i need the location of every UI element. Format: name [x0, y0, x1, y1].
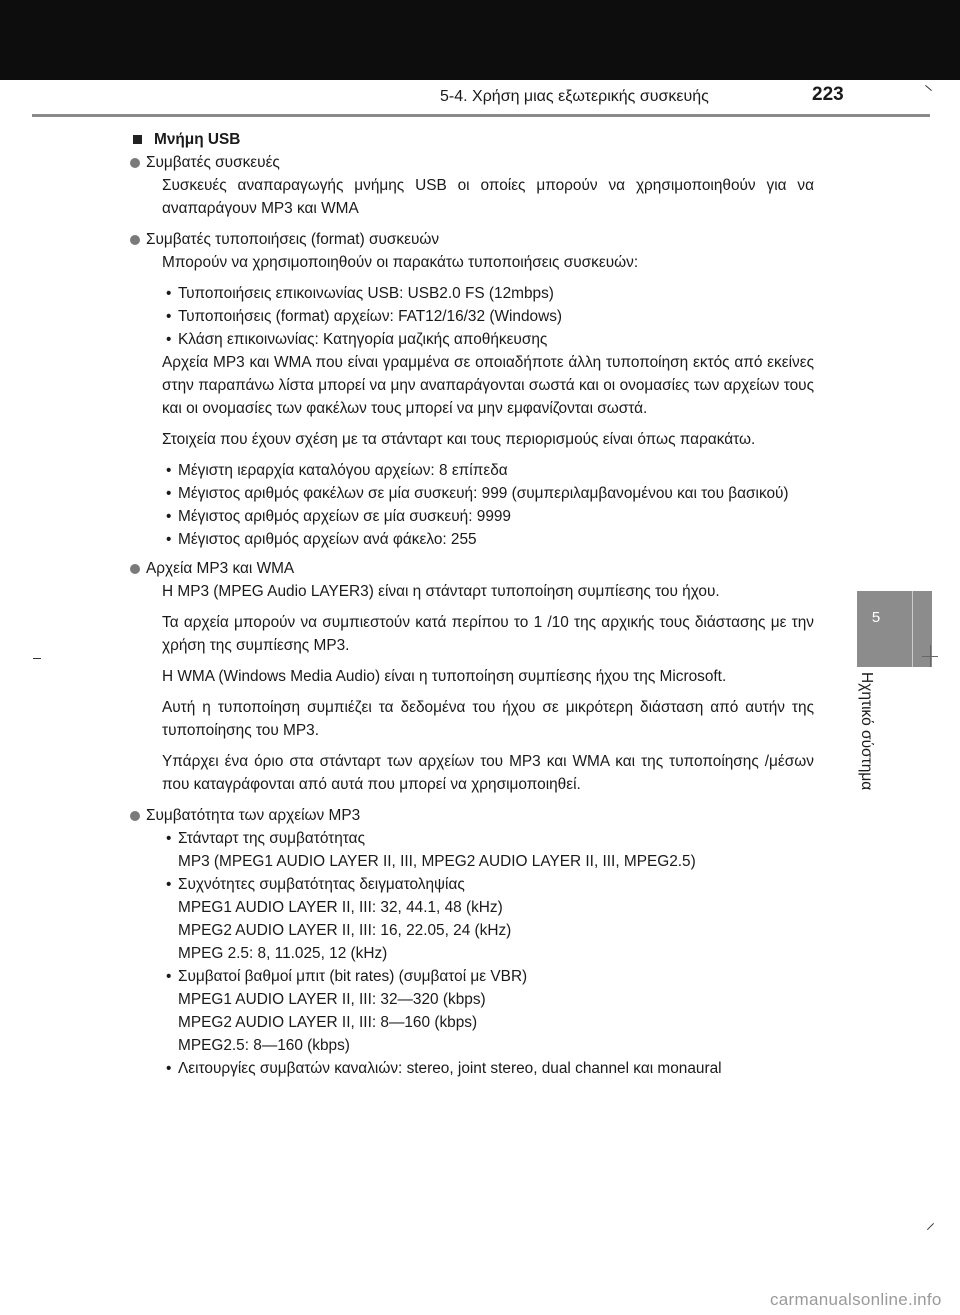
circle-bullet-icon: [130, 564, 140, 574]
square-bullet-icon: [133, 135, 142, 144]
section-title: 5-4. Χρήση μιας εξωτερικής συσκευής: [440, 88, 709, 105]
subheading-text: Αρχεία MP3 και WMA: [146, 560, 295, 577]
subheading-mp3-wma-files: [130, 557, 814, 580]
heading-text: Μνήμη USB: [154, 131, 241, 148]
list-item: [162, 965, 814, 1057]
paragraph: Αυτή η τυποποίηση συμπιέζει τα δεδομένα του ήχου σε μικρότερη διάσταση από αυτήν της τυποποίησης του MP3.: [162, 699, 814, 739]
crop-mark-bottom-right: [927, 1223, 934, 1230]
list-item-label: • Στάνταρτ της συμβατότητας: [178, 830, 365, 847]
list-item: • Μέγιστος αριθμός φακέλων σε μία συσκευή: 999 (συμπεριλαμβανομένου και του βασικού): [162, 482, 814, 505]
paragraph: Η WMA (Windows Media Audio) είναι η τυποποίηση συμπίεσης ήχου της Microsoft.: [162, 668, 727, 685]
subheading-text: Συμβατότητα των αρχείων MP3: [146, 807, 361, 824]
bullet-list: [162, 282, 814, 351]
list-item-line: MPEG2.5: 8—160 (kbps): [178, 1037, 350, 1054]
chapter-tab-divider: [912, 591, 913, 667]
paragraph: Τα αρχεία μπορούν να συμπιεστούν κατά περίπου το 1 /10 της αρχικής τους διάστασης με την χρήση της συμπίεσης MP3.: [162, 614, 814, 654]
header-rule: [32, 114, 930, 117]
paragraph: Συσκευές αναπαραγωγής μνήμης USB οι οποίες μπορούν να χρησιμοποιηθούν για να αναπαράγουν MP3 και WMA: [162, 177, 814, 217]
page-content: [130, 128, 814, 1086]
paragraph: Υπάρχει ένα όριο στα στάνταρτ των αρχείων του MP3 και WMA και της τυποποίησης /μέσων που καταγράφονται από αυτά που μπορεί να χρησιμοποιηθεί.: [162, 753, 814, 793]
list-item-line: MPEG1 AUDIO LAYER II, III: 32—320 (kbps): [178, 991, 486, 1008]
chapter-number: 5: [871, 609, 881, 626]
list-item: [162, 873, 814, 965]
circle-bullet-icon: [130, 235, 140, 245]
list-item: • Μέγιστη ιεραρχία καταλόγου αρχείων: 8 επίπεδα: [162, 459, 814, 482]
chapter-tab: [857, 591, 932, 667]
crop-mark-tab-h: [922, 656, 938, 657]
list-item-line: MP3 (MPEG1 AUDIO LAYER II, III, MPEG2 AUDIO LAYER II, III, MPEG2.5): [178, 853, 696, 870]
list-item: • Μέγιστος αριθμός αρχείων ανά φάκελο: 255: [162, 528, 814, 551]
list-item-label: • Συμβατοί βαθμοί μπιτ (bit rates) (συμβατοί με VBR): [178, 968, 528, 985]
circle-bullet-icon: [130, 811, 140, 821]
subheading-compatible-devices: [130, 151, 814, 174]
list-item-line: MPEG2 AUDIO LAYER II, III: 8—160 (kbps): [178, 1014, 478, 1031]
list-item-line: MPEG2 AUDIO LAYER II, III: 16, 22.05, 24 (kHz): [178, 922, 512, 939]
list-item: • Τυποποιήσεις (format) αρχείων: FAT12/16/32 (Windows): [162, 305, 814, 328]
watermark: carmanualsonline.info: [770, 1290, 942, 1309]
page-number: 223: [812, 84, 844, 105]
list-item-label: • Λειτουργίες συμβατών καναλιών: stereo, joint stereo, dual channel και monaural: [178, 1060, 722, 1077]
paragraph: Αρχεία MP3 και WMA που είναι γραμμένα σε οποιαδήποτε άλλη τυποποίηση εκτός από εκείνες στην παραπάνω λίστα μπορεί να μην αναπαράγονται σωστά και οι ονομασίες των αρχείων τους και οι ονομασίες των φακέλων τους μπορεί να μην εμφανίζονται σωστά.: [162, 354, 814, 417]
list-item: • Τυποποιήσεις επικοινωνίας USB: USB2.0 FS (12mbps): [162, 282, 814, 305]
subheading-device-formats: [130, 228, 814, 251]
list-item: • Μέγιστος αριθμός αρχείων σε μία συσκευή: 9999: [162, 505, 814, 528]
bullet-list: [162, 827, 814, 1080]
list-item-line: MPEG1 AUDIO LAYER II, III: 32, 44.1, 48 (kHz): [178, 899, 503, 916]
top-black-bar: [0, 0, 960, 80]
list-item-label: • Συχνότητες συμβατότητας δειγματοληψίας: [178, 876, 465, 893]
chapter-label: Ηχητικό σύστημα: [858, 672, 875, 791]
subheading-text: Συμβατές συσκευές: [146, 154, 280, 171]
section-heading: [130, 128, 814, 151]
list-item: [162, 827, 814, 873]
crop-mark-left: [33, 658, 41, 659]
list-item-line: MPEG 2.5: 8, 11.025, 12 (kHz): [178, 945, 388, 962]
list-item: • Κλάση επικοινωνίας: Κατηγορία μαζικής αποθήκευσης: [162, 328, 814, 351]
subheading-text: Συμβατές τυποποιήσεις (format) συσκευών: [146, 231, 440, 248]
list-item: [162, 1057, 814, 1080]
paragraph: Μπορούν να χρησιμοποιηθούν οι παρακάτω τυποποιήσεις συσκευών:: [162, 254, 639, 271]
bullet-list: [162, 459, 814, 551]
paragraph: Στοιχεία που έχουν σχέση με τα στάνταρτ και τους περιορισμούς είναι όπως παρακάτω.: [162, 431, 756, 448]
subheading-mp3-compatibility: [130, 804, 814, 827]
circle-bullet-icon: [130, 158, 140, 168]
paragraph: Η MP3 (MPEG Audio LAYER3) είναι η στάνταρτ τυποποίηση συμπίεσης του ήχου.: [162, 583, 720, 600]
